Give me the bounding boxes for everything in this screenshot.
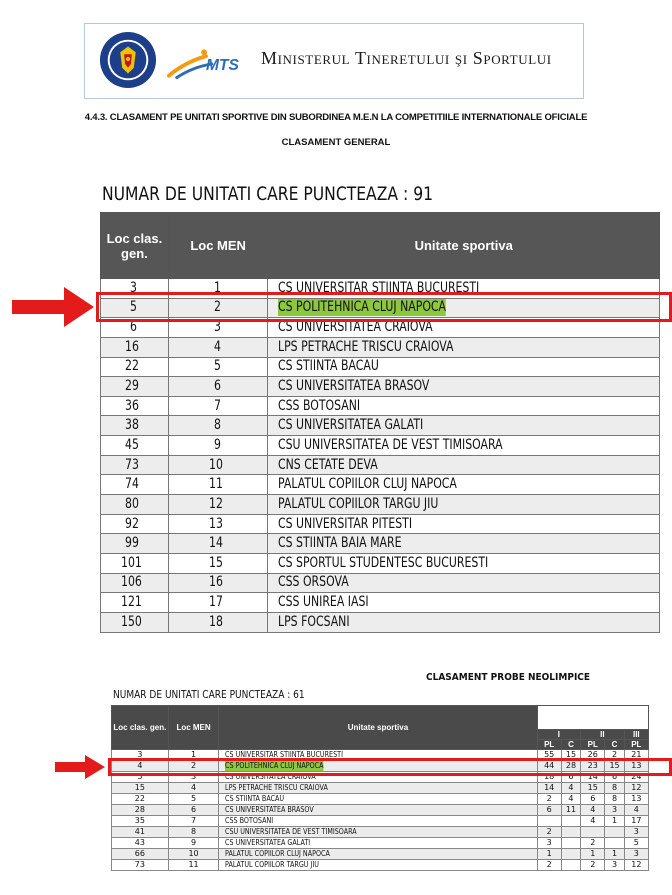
unitate-cell: CNS CETATE DEVA <box>268 455 660 475</box>
medal-value-cell: 15 <box>561 750 580 761</box>
unitate-cell: LPS FOCSANI <box>268 612 660 632</box>
medal-value-cell: 4 <box>561 794 580 805</box>
medal-value-cell: 4 <box>624 805 648 816</box>
col-loc-clas-gen: Loc clas. gen. <box>101 213 169 279</box>
col-loc-men: Loc MEN <box>168 213 268 279</box>
unitate-cell: CSS BOTOSANI <box>268 396 660 416</box>
medal-value-cell: 6 <box>581 794 605 805</box>
loc-men-cell: 1 <box>168 750 219 761</box>
loc-clas-gen-cell: 106 <box>101 573 169 593</box>
medal-value-cell: 55 <box>537 750 561 761</box>
loc-clas-gen-cell: 73 <box>112 860 169 871</box>
loc-clas-gen-cell: 45 <box>101 436 169 456</box>
sub-header-c: C <box>605 740 624 750</box>
unitate-cell: CS POLITEHNICA CLUJ NAPOCA <box>268 298 660 318</box>
loc-clas-gen-cell: 35 <box>112 816 169 827</box>
general-ranking-table <box>100 212 660 633</box>
loc-men-cell: 10 <box>168 455 268 475</box>
loc-clas-gen-cell: 22 <box>101 357 169 377</box>
loc-clas-gen-cell: 5 <box>112 772 169 783</box>
neolimpic-count-label: NUMAR DE UNITATI CARE PUNCTEAZA : 61 <box>113 688 305 701</box>
loc-men-cell: 7 <box>168 816 219 827</box>
loc-clas-gen-cell: 16 <box>101 337 169 357</box>
sub-header-pl: PL <box>581 740 605 750</box>
medal-value-cell: 6 <box>561 772 580 783</box>
loc-clas-gen-cell: 99 <box>101 534 169 554</box>
red-arrow-icon <box>12 287 94 327</box>
loc-men-cell: 3 <box>168 318 268 338</box>
loc-clas-gen-cell: 36 <box>101 396 169 416</box>
unitate-cell: CS UNIVERSITAR STIINTA BUCURESTI <box>268 279 660 299</box>
medal-value-cell: 2 <box>537 794 561 805</box>
table-row <box>112 827 649 838</box>
table-row <box>112 849 649 860</box>
table-row <box>101 553 660 573</box>
general-ranking-viewport <box>0 212 672 638</box>
place-header-iii: III <box>624 730 648 740</box>
unitate-cell: PALATUL COPIILOR CLUJ NAPOCA <box>268 475 660 495</box>
general-header-row <box>101 213 660 279</box>
col-loc-men: Loc MEN <box>168 706 219 750</box>
medal-value-cell: 1 <box>537 849 561 860</box>
unitate-cell: CS UNIVERSITATEA BRASOV <box>219 805 537 816</box>
loc-men-cell: 4 <box>168 783 219 794</box>
unitate-cell: CS UNIVERSITATEA CRAIOVA <box>268 318 660 338</box>
unitate-cell: CS UNIVERSITAR STIINTA BUCURESTI <box>219 750 537 761</box>
table-row <box>101 396 660 416</box>
medal-value-cell: 1 <box>605 849 624 860</box>
medal-value-cell <box>561 849 580 860</box>
loc-clas-gen-cell: 5 <box>101 298 169 318</box>
table-row <box>112 783 649 794</box>
loc-men-cell: 7 <box>168 396 268 416</box>
loc-clas-gen-cell: 74 <box>101 475 169 495</box>
loc-clas-gen-cell: 41 <box>112 827 169 838</box>
unitate-cell: CSS BOTOSANI <box>219 816 537 827</box>
loc-clas-gen-cell: 15 <box>112 783 169 794</box>
unitate-cell: CS STIINTA BAIA MARE <box>268 534 660 554</box>
loc-men-cell: 11 <box>168 860 219 871</box>
loc-men-cell: 4 <box>168 337 268 357</box>
medal-value-cell: 2 <box>537 860 561 871</box>
medal-value-cell: 8 <box>605 783 624 794</box>
medal-value-cell: 3 <box>624 827 648 838</box>
loc-men-cell: 18 <box>168 612 268 632</box>
loc-men-cell: 15 <box>168 553 268 573</box>
loc-clas-gen-cell: 73 <box>101 455 169 475</box>
medal-value-cell: 5 <box>624 838 648 849</box>
table-row <box>101 495 660 515</box>
medal-value-cell: 17 <box>624 816 648 827</box>
loc-men-cell: 2 <box>168 761 219 772</box>
highlight-marker-box <box>96 292 672 322</box>
medal-value-cell: 2 <box>537 827 561 838</box>
table-row <box>112 816 649 827</box>
table-row <box>112 860 649 871</box>
sub-header-pl: PL <box>624 740 648 750</box>
table-row <box>112 805 649 816</box>
neolimpic-ranking-viewport <box>0 705 672 895</box>
unitate-cell: CSS UNIREA IASI <box>268 593 660 613</box>
blank-header-cell <box>537 706 648 730</box>
loc-clas-gen-cell: 150 <box>101 612 169 632</box>
medal-value-cell: 15 <box>605 761 624 772</box>
loc-men-cell: 8 <box>168 416 268 436</box>
loc-men-cell: 10 <box>168 849 219 860</box>
loc-clas-gen-cell: 28 <box>112 805 169 816</box>
sub-header-pl: PL <box>537 740 561 750</box>
loc-clas-gen-cell: 121 <box>101 593 169 613</box>
unitate-cell: CSU UNIVERSITATEA DE VEST TIMISOARA <box>219 827 537 838</box>
neolimpic-title: CLASAMENT PROBE NEOLIMPICE <box>426 672 591 683</box>
col-unitate-sportiva: Unitate sportiva <box>219 706 537 750</box>
unitate-cell: PALATUL COPIILOR TARGU JIU <box>219 860 537 871</box>
medal-value-cell: 3 <box>605 860 624 871</box>
unitate-cell: CS STIINTA BACAU <box>268 357 660 377</box>
loc-men-cell: 5 <box>168 794 219 805</box>
loc-men-cell: 6 <box>168 377 268 397</box>
medal-value-cell: 4 <box>561 783 580 794</box>
medal-value-cell: 18 <box>537 772 561 783</box>
government-seal-icon <box>99 31 157 89</box>
table-row <box>112 838 649 849</box>
loc-clas-gen-cell: 3 <box>112 750 169 761</box>
unitate-cell: CS UNIVERSITATEA GALATI <box>268 416 660 436</box>
table-row <box>101 455 660 475</box>
medal-value-cell <box>561 860 580 871</box>
medal-value-cell: 6 <box>605 772 624 783</box>
table-row <box>101 514 660 534</box>
medal-value-cell: 8 <box>605 794 624 805</box>
loc-men-cell: 17 <box>168 593 268 613</box>
loc-men-cell: 9 <box>168 436 268 456</box>
table-row <box>101 475 660 495</box>
loc-men-cell: 3 <box>168 772 219 783</box>
loc-men-cell: 2 <box>168 298 268 318</box>
medal-value-cell: 14 <box>581 772 605 783</box>
medal-value-cell: 3 <box>605 805 624 816</box>
medal-value-cell <box>561 827 580 838</box>
loc-men-cell: 14 <box>168 534 268 554</box>
section-title: 4.4.3. CLASAMENT PE UNITATI SPORTIVE DIN SUBORDINEA M.E.N LA COMPETITIILE INTERNATIONALE OFICIALE <box>84 112 588 123</box>
col-loc-clas-gen: Loc clas. gen. <box>112 706 169 750</box>
loc-clas-gen-cell: 43 <box>112 838 169 849</box>
highlight-marker-box <box>108 758 672 776</box>
medal-value-cell: 28 <box>561 761 580 772</box>
unitate-cell: LPS PETRACHE TRISCU CRAIOVA <box>268 337 660 357</box>
medal-value-cell: 11 <box>561 805 580 816</box>
medal-value-cell <box>605 838 624 849</box>
unitate-cell: PALATUL COPIILOR TARGU JIU <box>268 495 660 515</box>
unitate-cell: CS UNIVERSITATEA CRAIOVA <box>219 772 537 783</box>
unitate-cell: LPS PETRACHE TRISCU CRAIOVA <box>219 783 537 794</box>
medal-value-cell: 2 <box>581 838 605 849</box>
loc-clas-gen-cell: 92 <box>101 514 169 534</box>
medal-value-cell: 2 <box>581 860 605 871</box>
table-row <box>101 377 660 397</box>
loc-clas-gen-cell: 80 <box>101 495 169 515</box>
medal-value-cell: 14 <box>537 783 561 794</box>
medal-value-cell: 24 <box>624 772 648 783</box>
loc-clas-gen-cell: 101 <box>101 553 169 573</box>
table-row <box>101 357 660 377</box>
loc-men-cell: 5 <box>168 357 268 377</box>
medal-value-cell <box>561 816 580 827</box>
medal-value-cell <box>605 827 624 838</box>
medal-value-cell: 4 <box>581 816 605 827</box>
table-row <box>101 593 660 613</box>
medal-value-cell: 26 <box>581 750 605 761</box>
unitate-cell: CSS ORSOVA <box>268 573 660 593</box>
medal-value-cell: 21 <box>624 750 648 761</box>
unitate-cell: CS UNIVERSITAR PITESTI <box>268 514 660 534</box>
unitate-cell: CSU UNIVERSITATEA DE VEST TIMISOARA <box>268 436 660 456</box>
medal-value-cell: 12 <box>624 783 648 794</box>
red-arrow-icon <box>55 755 105 779</box>
unitate-cell: CS STIINTA BACAU <box>219 794 537 805</box>
loc-men-cell: 16 <box>168 573 268 593</box>
medal-value-cell: 23 <box>581 761 605 772</box>
medal-value-cell: 3 <box>624 849 648 860</box>
loc-clas-gen-cell: 3 <box>101 279 169 299</box>
table-row <box>101 573 660 593</box>
loc-men-cell: 11 <box>168 475 268 495</box>
loc-men-cell: 9 <box>168 838 219 849</box>
loc-clas-gen-cell: 29 <box>101 377 169 397</box>
sub-header-c: C <box>561 740 580 750</box>
loc-clas-gen-cell: 66 <box>112 849 169 860</box>
table-row <box>101 337 660 357</box>
medal-value-cell: 44 <box>537 761 561 772</box>
mts-logo-icon <box>167 46 245 80</box>
neolimpic-ranking-table <box>111 705 649 871</box>
table-row <box>101 534 660 554</box>
medal-value-cell: 2 <box>605 750 624 761</box>
medal-value-cell: 12 <box>624 860 648 871</box>
table-row <box>101 436 660 456</box>
loc-men-cell: 12 <box>168 495 268 515</box>
loc-men-cell: 1 <box>168 279 268 299</box>
medal-value-cell <box>561 838 580 849</box>
unitate-cell: PALATUL COPIILOR CLUJ NAPOCA <box>219 849 537 860</box>
table-row <box>112 794 649 805</box>
loc-clas-gen-cell: 6 <box>101 318 169 338</box>
unitate-cell: CS UNIVERSITATEA BRASOV <box>268 377 660 397</box>
medal-value-cell: 6 <box>537 805 561 816</box>
place-header-ii: II <box>581 730 625 740</box>
medal-value-cell: 4 <box>581 805 605 816</box>
medal-value-cell: 1 <box>581 849 605 860</box>
medal-value-cell: 15 <box>581 783 605 794</box>
general-count-label: NUMAR DE UNITATI CARE PUNCTEAZA : 91 <box>102 183 434 205</box>
section-subtitle: CLASAMENT GENERAL <box>281 137 391 148</box>
ministry-header <box>84 23 584 99</box>
loc-men-cell: 8 <box>168 827 219 838</box>
mts-logo-text: MTS <box>206 56 239 74</box>
neolimpic-header-row <box>112 706 649 730</box>
table-row <box>101 612 660 632</box>
medal-value-cell: 1 <box>605 816 624 827</box>
col-unitate-sportiva: Unitate sportiva <box>268 213 660 279</box>
medal-value-cell: 3 <box>537 838 561 849</box>
medal-value-cell <box>537 816 561 827</box>
ministry-name: Ministerul Tineretului şi Sportului <box>261 48 552 68</box>
loc-clas-gen-cell: 38 <box>101 416 169 436</box>
loc-men-cell: 13 <box>168 514 268 534</box>
unitate-cell: CS SPORTUL STUDENTESC BUCURESTI <box>268 553 660 573</box>
loc-clas-gen-cell: 22 <box>112 794 169 805</box>
loc-men-cell: 6 <box>168 805 219 816</box>
place-header-i: I <box>537 730 581 740</box>
medal-value-cell: 13 <box>624 794 648 805</box>
unitate-cell: CS POLITEHNICA CLUJ NAPOCA <box>219 761 537 772</box>
unitate-cell: CS UNIVERSITATEA GALATI <box>219 838 537 849</box>
medal-value-cell <box>581 827 605 838</box>
loc-clas-gen-cell: 4 <box>112 761 169 772</box>
table-row <box>101 416 660 436</box>
medal-value-cell: 13 <box>624 761 648 772</box>
